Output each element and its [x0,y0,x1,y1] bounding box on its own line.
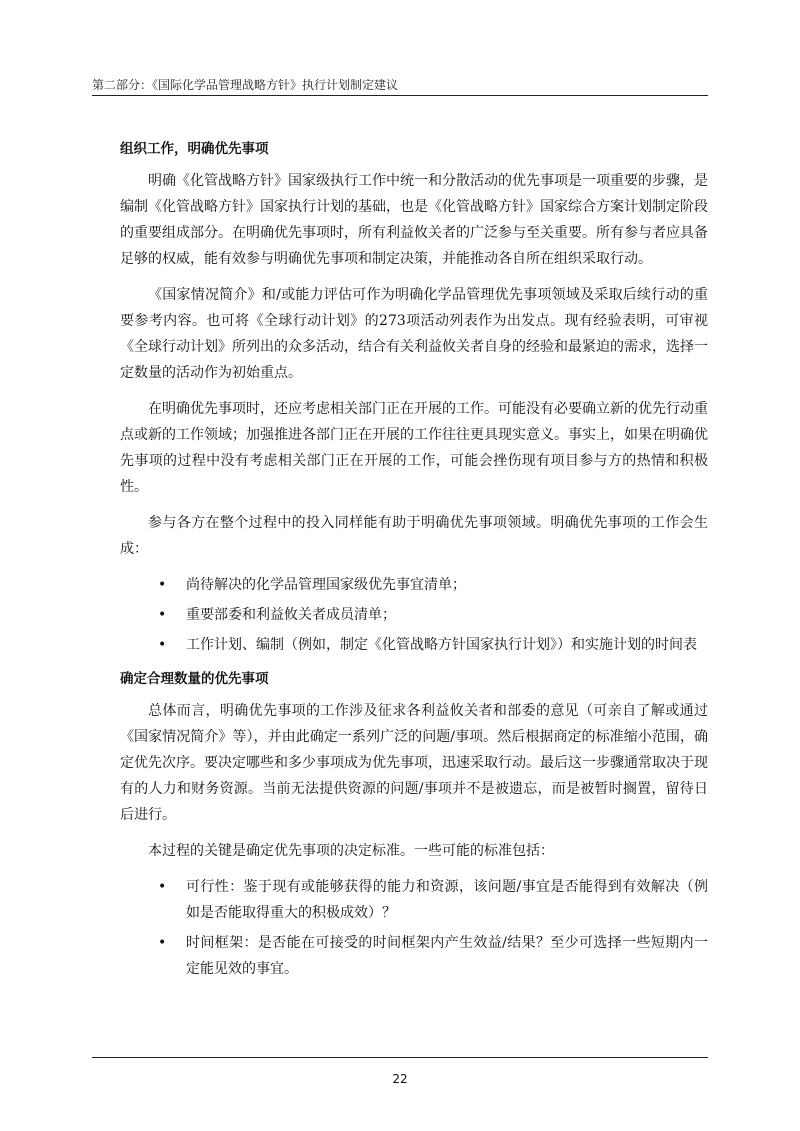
list-item [120,930,708,982]
list-item [120,572,708,598]
bullet-icon: • [158,637,167,653]
paragraph: 明确《化管战略方针》国家级执行工作中统一和分散活动的优先事项是一项重要的步骤，是编制《化管战略方针》国家执行计划的基础，也是《化管战略方针》国家综合方案计划制定阶段的重要组成部分。在明确优先事项时，所有利益攸关者的广泛参与至关重要。所有参与者应具备足够的权威，能有效参与明确优先事项和制定决策，并能推动各自所在组织采取行动。 [120,173,708,267]
paragraph: 总体而言，明确优先事项的工作涉及征求各利益攸关者和部委的意见（可亲自了解或通过《国家情况简介》等），并由此确定一系列广泛的问题/事项。然后根据商定的标准缩小范围，确定优先次序。要决定哪些和多少事项成为优先事项，迅速采取行动。最后这一步骤通常取决于现有的人力和财务资源。当前无法提供资源的问题/事项并不是被遗忘，而是被暂时搁置，留待日后进行。 [120,703,708,823]
footer-divider [92,1057,708,1058]
header-divider [92,95,708,96]
list-item-text: 时间框架：是否能在可接受的时间框架内产生效益/结果？至少可选择一些短期内一定能见效的事宜。 [186,935,708,977]
bullet-icon: • [158,935,167,951]
paragraph: 在明确优先事项时，还应考虑相关部门正在开展的工作。可能没有必要确立新的优先行动重点或新的工作领域；加强推进各部门正在开展的工作往往更具现实意义。事实上，如果在明确优先事项的过程中没有考虑相关部门正在开展的工作，可能会挫伤现有项目参与方的热情和积极性。 [120,401,708,495]
list-item [120,632,708,658]
paragraph: 参与各方在整个过程中的投入同样能有助于明确优先事项领域。明确优先事项的工作会生成： [120,515,708,557]
list-item-text: 重要部委和利益攸关者成员清单； [186,607,396,623]
bullet-icon: • [158,607,167,623]
list-item [120,602,708,628]
running-header: 第二部分：《国际化学品管理战略方针》执行计划制定建议 [92,78,399,92]
document-body [120,138,708,992]
bullet-list [120,572,708,658]
section-reasonable-priorities [120,668,708,982]
list-item [120,874,708,926]
paragraph: 本过程的关键是确定优先事项的决定标准。一些可能的标准包括： [148,843,554,859]
bullet-icon: • [158,879,167,895]
section-organize-priorities [120,138,708,658]
page-number: 22 [392,1072,408,1086]
section-heading: 组织工作，明确优先事项 [120,141,269,157]
paragraph: 《国家情况简介》和/或能力评估可作为明确化学品管理优先事项领域及采取后续行动的重要参考内容。也可将《全球行动计划》的273项活动列表作为出发点。现有经验表明，可审视《全球行动计划》所列出的众多活动，结合有关利益攸关者自身的经验和最紧迫的需求，选择一定数量的活动作为初始重点。 [120,287,708,381]
section-heading: 确定合理数量的优先事项 [120,671,269,687]
bullet-list [120,874,708,982]
list-item-text: 尚待解决的化学品管理国家级优先事宜清单； [186,577,466,593]
bullet-icon: • [158,577,167,593]
list-item-text: 工作计划、编制（例如，制定《化管战略方针国家执行计划》）和实施计划的时间表 [186,637,697,653]
list-item-text: 可行性：鉴于现有或能够获得的能力和资源，该问题/事宜是否能得到有效解决（例如是否能取得重大的积极成效）？ [186,879,708,921]
